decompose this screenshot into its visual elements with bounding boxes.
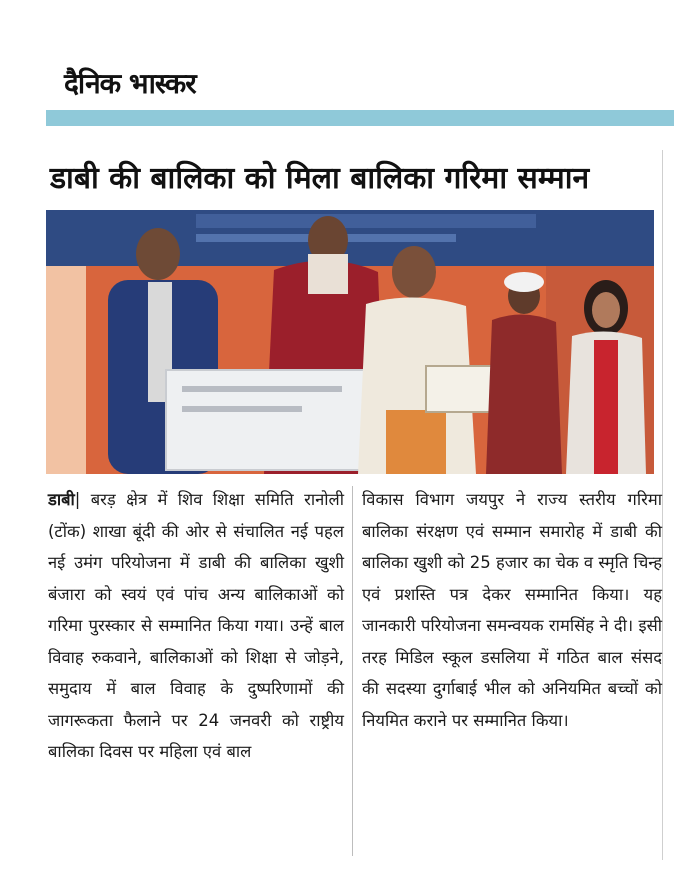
newspaper-masthead: दैनिक भास्कर: [64, 67, 196, 100]
column-divider: [352, 486, 353, 856]
article-headline: डाबी की बालिका को मिला बालिका गरिमा सम्मान: [50, 161, 590, 196]
article-column-left-text: बरड़ क्षेत्र में शिव शिक्षा समिति रानोली (टोंक) शाखा बूंदी की ओर से संचालित नई पहल नई उमंग परियोजना में डाबी की बालिका खुशी बंजारा को स्वयं एवं पांच अन्य बालिकाओं को गरिमा पुरस्कार से सम्मानित किया गया। उन्हें बाल विवाह रुकवाने, बालिकाओं को शिक्षा से जोड़ने, समुदाय में बाल विवाह के दुष्परिणामों की जागरूकता फैलाने पर 24 जनवरी को राष्ट्रीय बालिका दिवस पर महिला एवं बाल: [48, 490, 344, 761]
article-dateline: डाबी: [48, 490, 75, 509]
page-edge-rule: [662, 150, 663, 860]
article-column-right-text: विकास विभाग जयपुर ने राज्य स्तरीय गरिमा बालिका संरक्षण एवं सम्मान समारोह में डाबी की बालिका खुशी को 25 हजार का चेक व स्मृति चिन्ह एवं प्रशस्ति पत्र देकर सम्मानित किया। यह जानकारी परियोजना समन्वयक रामसिंह ने दी। इसी तरह मिडिल स्कूल डसलिया में गठित बाल संसद की सदस्या दुर्गाबाई भील को अनियमित बच्चों को नियमित कराने पर सम्मानित किया।: [362, 490, 662, 730]
masthead-rule-bar: [46, 110, 674, 126]
dateline-separator: |: [74, 490, 91, 509]
article-photo: [46, 210, 654, 474]
article-column-left: [48, 484, 344, 768]
article-column-right: [362, 484, 662, 736]
